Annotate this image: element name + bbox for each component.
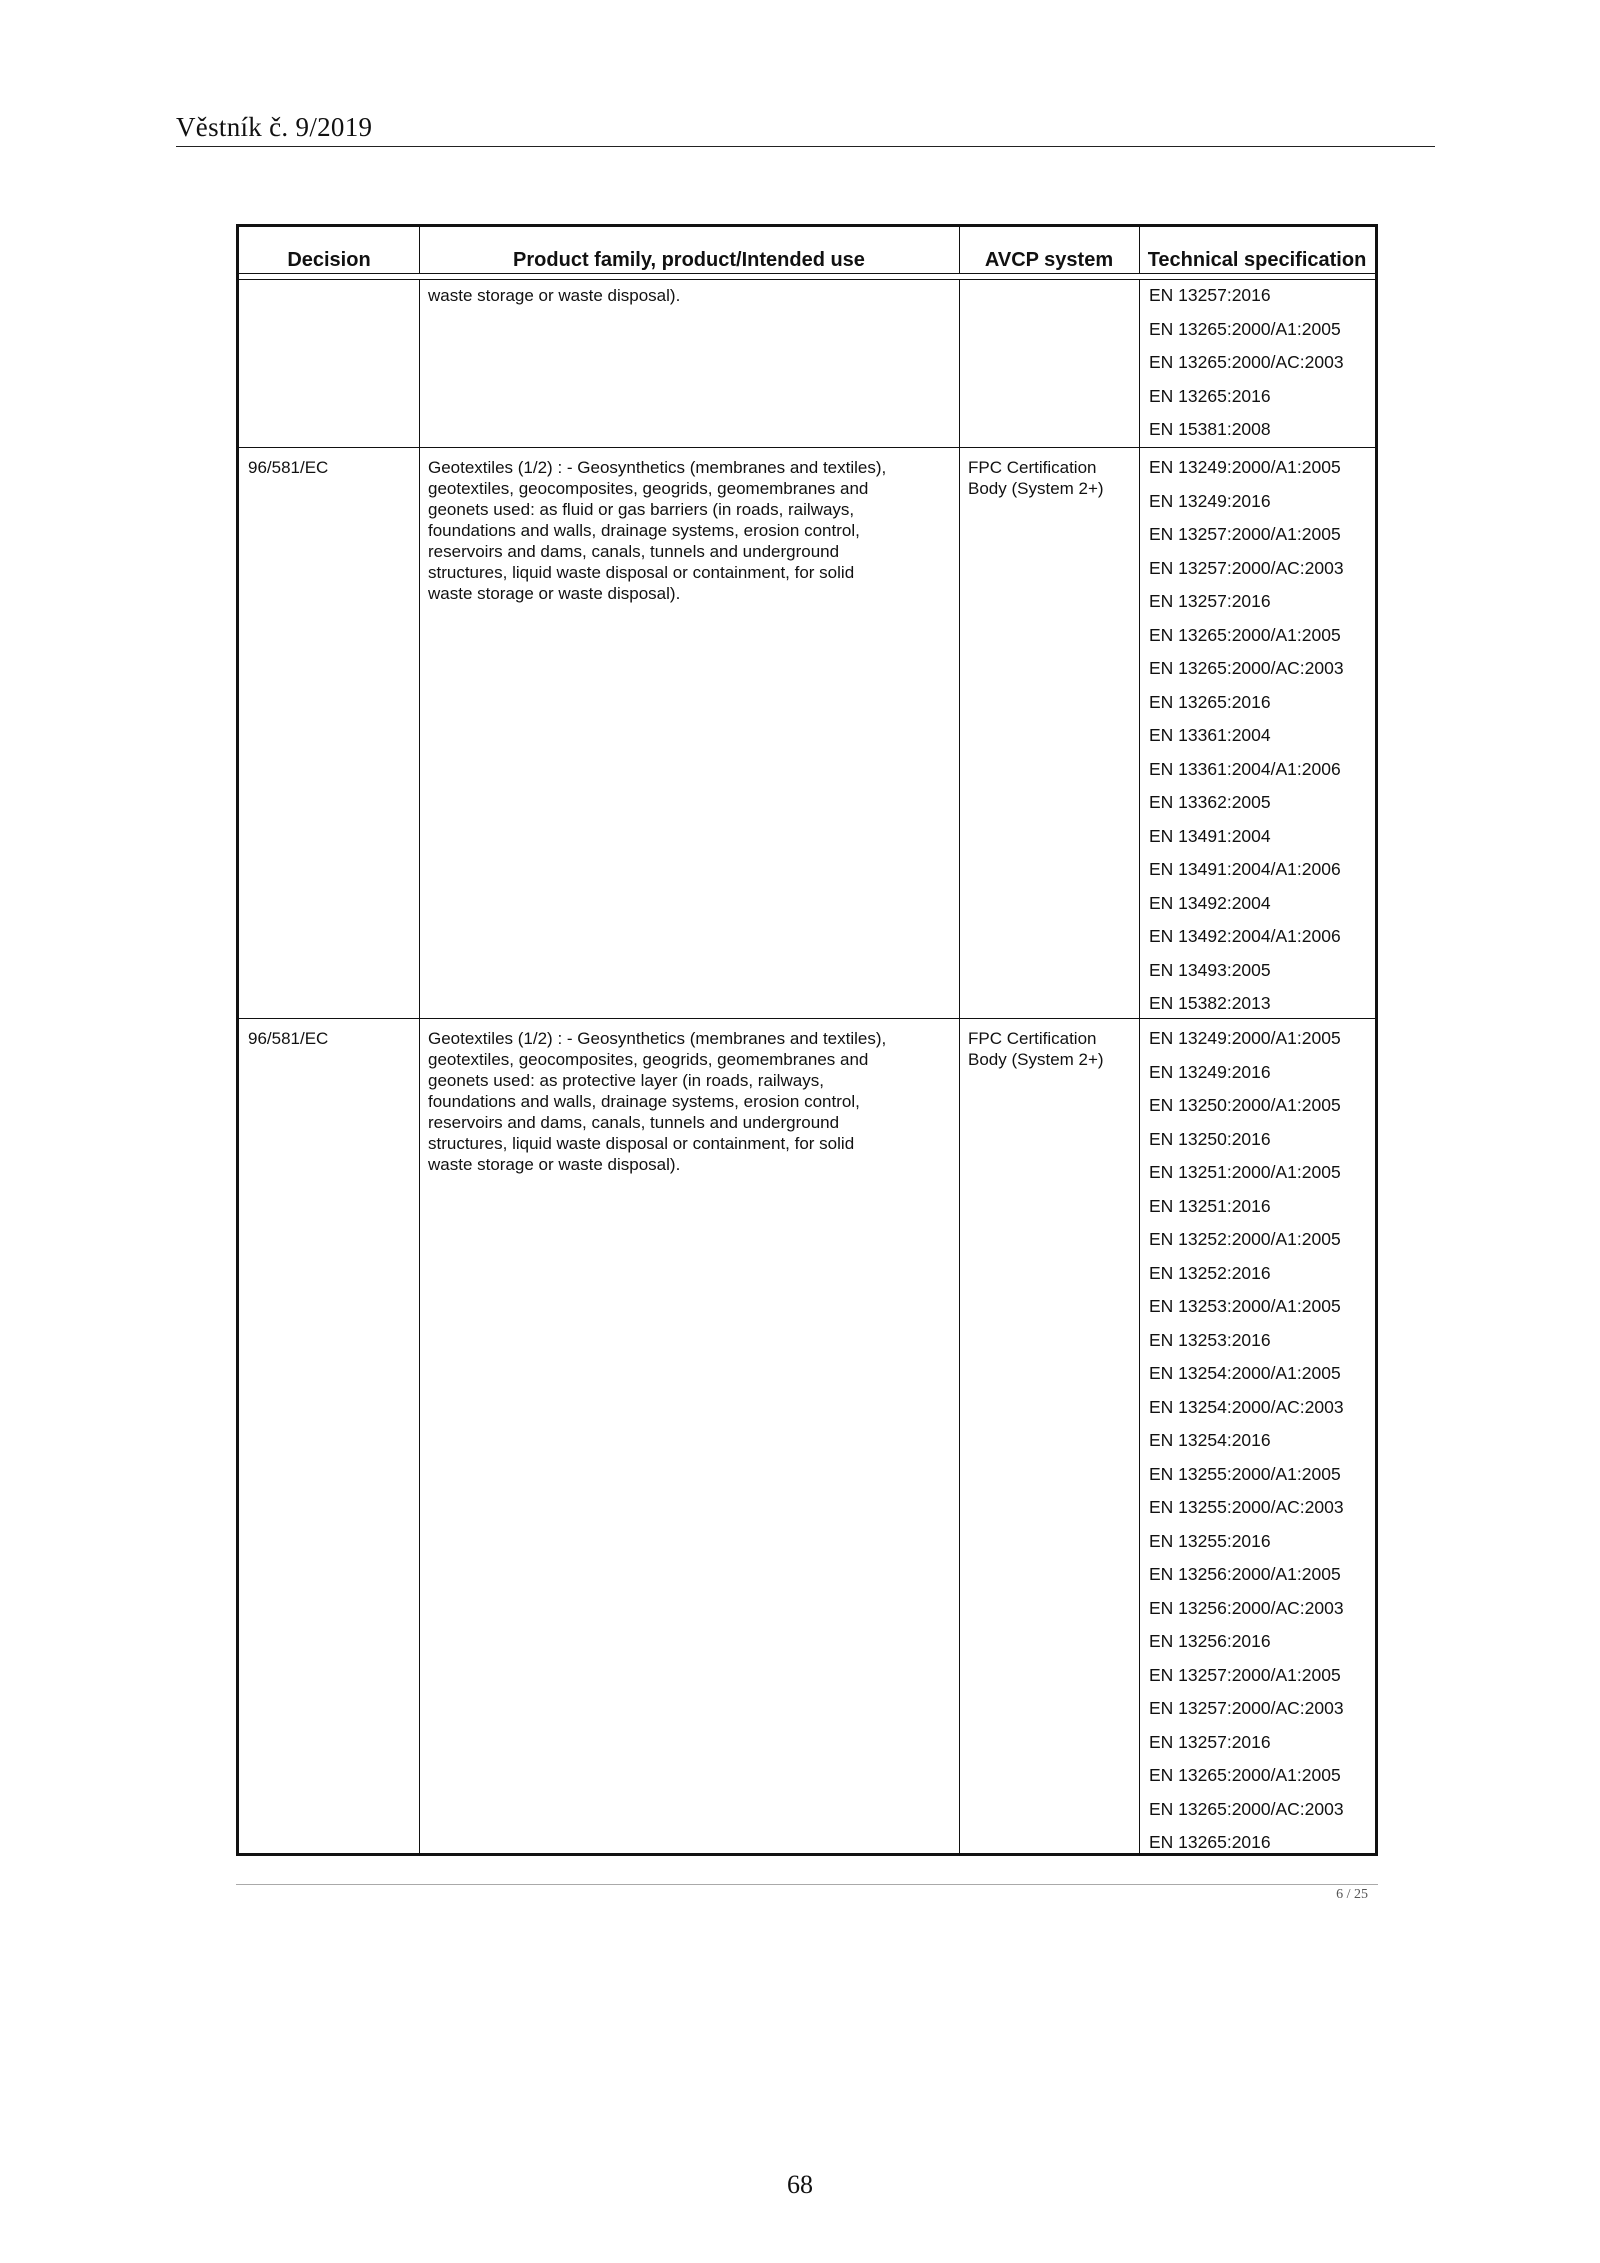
spec-item: EN 13257:2000/AC:2003 (1149, 1698, 1344, 1718)
spec-list (1149, 1028, 1344, 1866)
product-line: Geotextiles (1/2) : - Geosynthetics (membranes and textiles), (428, 1029, 887, 1048)
product-line: waste storage or waste disposal). (428, 286, 681, 305)
decision-cell: 96/581/EC (248, 458, 329, 477)
spec-item: EN 13251:2016 (1149, 1195, 1271, 1216)
avcp-cell (968, 1028, 1104, 1070)
spec-item: EN 13257:2000/A1:2005 (1149, 524, 1341, 544)
spec-item: EN 13493:2005 (1149, 959, 1271, 980)
spec-item: EN 13254:2000/AC:2003 (1149, 1396, 1344, 1417)
spec-list (1149, 457, 1344, 1027)
spec-item: EN 13251:2000/A1:2005 (1149, 1162, 1341, 1182)
spec-item: EN 13265:2000/A1:2005 (1149, 318, 1341, 339)
spec-item: EN 13249:2016 (1149, 1061, 1271, 1082)
avcp-line: FPC Certification (968, 458, 1097, 477)
product-line: geotextiles, geocomposites, geogrids, geomembranes and (428, 1050, 869, 1069)
column-divider (1139, 227, 1140, 1853)
footer-page-indicator: 6 / 25 (1336, 1887, 1368, 1902)
spec-item: EN 13362:2005 (1149, 792, 1271, 812)
header-rule (176, 146, 1435, 147)
product-line: waste storage or waste disposal). (428, 1155, 681, 1174)
avcp-cell (968, 457, 1104, 499)
spec-item: EN 13253:2016 (1149, 1329, 1271, 1350)
spec-item: EN 13361:2004/A1:2006 (1149, 758, 1341, 779)
column-divider (419, 227, 420, 1853)
spec-item: EN 13257:2016 (1149, 1731, 1271, 1752)
product-line: Geotextiles (1/2) : - Geosynthetics (membranes and textiles), (428, 458, 887, 477)
avcp-line: Body (System 2+) (968, 1050, 1104, 1069)
journal-title: Věstník č. 9/2019 (176, 112, 373, 142)
product-cell (428, 457, 886, 604)
spec-item: EN 13249:2000/A1:2005 (1149, 1028, 1341, 1048)
spec-item: EN 13255:2000/AC:2003 (1149, 1497, 1344, 1517)
spec-item: EN 13255:2016 (1149, 1530, 1271, 1551)
spec-item: EN 13249:2016 (1149, 490, 1271, 511)
product-line: waste storage or waste disposal). (428, 584, 681, 603)
spec-item: EN 13252:2016 (1149, 1262, 1271, 1283)
page-number: 68 (787, 2170, 813, 2199)
spec-item: EN 15382:2013 (1149, 993, 1271, 1013)
product-line: foundations and walls, drainage systems, erosion control, (428, 521, 860, 540)
spec-item: EN 13255:2000/A1:2005 (1149, 1463, 1341, 1484)
spec-item: EN 13265:2000/A1:2005 (1149, 1765, 1341, 1785)
product-line: foundations and walls, drainage systems, erosion control, (428, 1092, 860, 1111)
spec-item: EN 13253:2000/A1:2005 (1149, 1296, 1341, 1316)
spec-item: EN 13256:2000/AC:2003 (1149, 1597, 1344, 1618)
spec-item: EN 13257:2016 (1149, 285, 1271, 305)
spec-item: EN 13265:2016 (1149, 691, 1271, 712)
spec-item: EN 13265:2000/A1:2005 (1149, 624, 1341, 645)
spec-item: EN 13256:2016 (1149, 1631, 1271, 1651)
spec-item: EN 13254:2016 (1149, 1430, 1271, 1450)
header-separator (239, 273, 1375, 280)
column-header-avcp: AVCP system (984, 249, 1114, 271)
spec-item: EN 13265:2016 (1149, 385, 1271, 406)
spec-item: EN 13256:2000/A1:2005 (1149, 1564, 1341, 1584)
spec-item: EN 13265:2000/AC:2003 (1149, 352, 1344, 372)
spec-item: EN 13250:2016 (1149, 1128, 1271, 1149)
product-cell (428, 1028, 886, 1175)
specification-table (236, 224, 1378, 1856)
column-header-spec: Technical specification (1147, 249, 1367, 271)
spec-item: EN 13252:2000/A1:2005 (1149, 1229, 1341, 1249)
spec-item: EN 13491:2004 (1149, 825, 1271, 846)
spec-item: EN 13257:2016 (1149, 591, 1271, 611)
spec-item: EN 13491:2004/A1:2006 (1149, 859, 1341, 879)
spec-item: EN 13250:2000/A1:2005 (1149, 1095, 1341, 1115)
spec-item: EN 13257:2000/A1:2005 (1149, 1664, 1341, 1685)
avcp-line: FPC Certification (968, 1029, 1097, 1048)
column-header-product: Product family, product/Intended use (513, 249, 865, 271)
product-line: geonets used: as protective layer (in roads, railways, (428, 1071, 824, 1090)
spec-item: EN 13361:2004 (1149, 725, 1271, 745)
spec-item: EN 13265:2016 (1149, 1832, 1271, 1852)
product-line: reservoirs and dams, canals, tunnels and underground (428, 1113, 840, 1132)
product-line: structures, liquid waste disposal or containment, for solid (428, 1134, 855, 1153)
avcp-line: Body (System 2+) (968, 479, 1104, 498)
spec-item: EN 15381:2008 (1149, 419, 1271, 439)
column-header-decision: Decision (287, 249, 371, 271)
product-cell (428, 285, 680, 306)
product-line: geotextiles, geocomposites, geogrids, geomembranes and (428, 479, 869, 498)
footer-rule (236, 1884, 1378, 1885)
spec-item: EN 13257:2000/AC:2003 (1149, 557, 1344, 578)
spec-list (1149, 285, 1344, 453)
spec-item: EN 13249:2000/A1:2005 (1149, 457, 1341, 477)
product-line: geonets used: as fluid or gas barriers (in roads, railways, (428, 500, 855, 519)
spec-item: EN 13265:2000/AC:2003 (1149, 1798, 1344, 1819)
spec-item: EN 13265:2000/AC:2003 (1149, 658, 1344, 678)
decision-cell: 96/581/EC (248, 1029, 329, 1048)
column-divider (959, 227, 960, 1853)
spec-item: EN 13492:2004/A1:2006 (1149, 926, 1341, 946)
product-line: structures, liquid waste disposal or containment, for solid (428, 563, 855, 582)
spec-item: EN 13254:2000/A1:2005 (1149, 1363, 1341, 1383)
spec-item: EN 13492:2004 (1149, 892, 1271, 913)
product-line: reservoirs and dams, canals, tunnels and underground (428, 542, 840, 561)
